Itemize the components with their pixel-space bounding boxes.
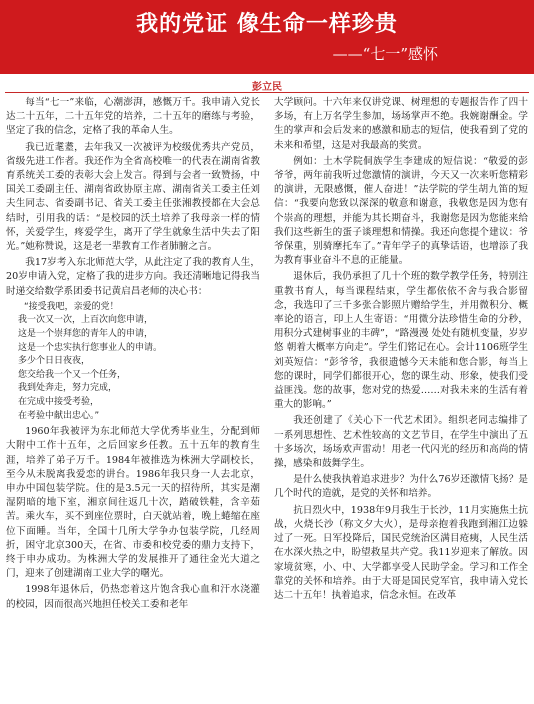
poem-line: 我一次又一次，上百次向您申请， [18,315,154,326]
paragraph: 是什么使我执着追求进步？为什么76岁还激情飞扬？是几个时代的造就，是党的关怀和培养。 [274,474,528,500]
poem-line: 这是一个忠实执行您事业人的申请。 [18,342,163,353]
poem-line: 多少个日日夜夜， [18,356,91,367]
author-byline: 彭立民 [252,82,282,93]
paragraph: 1960年我被评为东北师范大学优秀毕业生，分配到师大附中工作十五年，之后回家乡任教。五十五年的教育生涯，培养了弟子万千。1984年被推选为株洲大学副校长，至今从未脱离我爱恋的讲台。1986年我只身一人去北京，申办中国包装学院。住的是3.5元一天的招待所，其实是潮湿阴暗的地下室，湘京间往返几十次，踏破铁鞋，含辛茹苦。乘火车，买不到座位票时，白天就站着，晚上蜷缩在座位下面睡。当年，全国十几所大学争办包装学院，几经周折，困守北京300天，在省、市委和校党委的鼎力支持下，终于申办成功。为株洲大学的发展推开了通往金光大道之门，迎来了创建湖南工业大学的曙光。 [6,426,260,580]
paragraph: 我已近耄耋，去年我又一次被评为校级优秀共产党员，省级先进工作者。我还作为全省高校唯一的代表在湖南省教育系统关工委的表彰大会上发言。得到与会者一致赞扬，中国关工委副主任、湖南省政协原主席、湖南省关工委主任刘夫生同志、省委副书记、省关工委主任张湘教授都在大会总结时，引用我的话：“是校园的沃土培养了我母亲一样的情怀，关爱学生，疼爱学生，离开了学生就象生活中失去了阳光。”她称赞说，这是老一辈教育工作者肺腑之言。 [6,141,260,253]
poem-line: 这是一个崇拜您的青年人的申请， [18,329,154,340]
paragraph: 我还创建了《关心下一代艺术团》。组织老同志编排了一系列思想性、艺术性较高的文艺节目，在学生中演出了五十多场次，场场欢声雷动！用老一代闪光的经历和高尚的情操，感染和鼓舞学生。 [274,415,528,470]
poem-line: 在考验中献出忠心。” [18,410,100,421]
header-divider [5,92,529,93]
title-banner [0,0,534,74]
poem-line: 我到处奔走，努力完成， [18,383,118,394]
poem-line: “接受我吧，亲爱的党！ [24,301,119,312]
pledge-poem [6,301,260,423]
article-column-right [274,96,528,700]
paragraph: 我17岁考入东北师范大学，从此注定了我的教育人生，20岁申请入党，定格了我的进步方向。我还清晰地记得我当时递交给数学系团委书记黄启昌老师的决心书： [6,257,260,297]
paragraph: 退休后，我仍承担了几十个班的数学教学任务，特别注重教书育人，每当课程结束，学生都依依不舍与我合影留念，我选印了三千多张合影照片赠给学生，并用微积分、概率论的语言，印上人生寄语：“用微分法珍惜生命的分秒，用积分式建树事业的丰碑”，“路漫漫 处处有随机变量，岁岁悠 朝着大概率方向走”。学生们铭记在心。会计1106班学生刘英短信：“彭爷爷，我很遗憾今天未能和您合影，每当上您的课时，同学们都很开心，您的课生动、形象，使我们受益匪浅。您的故事，您对党的热爱……对我未来的生活有着重大的影响。” [274,271,528,411]
paragraph: 抗日烈火中，1938年9月我生于长沙，11月实施焦土抗战，火烧长沙（称文夕大火），是母亲抱着我跑到湘江边躲过了一死。日军投降后，国民党统治区满目疮痍，人民生活在水深火热之中，盼望救星共产党。我11岁迎来了解放。因家境贫寒，小、中、大学都享受人民助学金。学习和工作全靠党的关怀和培养。由于大哥是国民党军官，我申请入党长达二十五年！执着追求，信念永恒。在改革 [274,504,528,601]
article-column-left [6,96,260,700]
page-title: 我的党证 像生命一样珍贵 [136,11,398,37]
page-subtitle: ——“七一”感怀 [332,45,438,63]
paragraph: 1998年退休后，仍热恋着这片饱含我心血和汗水浇灌的校园，因而很高兴地担任校关工委和老年 [6,584,260,610]
poem-line: 您交给我一个又一个任务， [18,369,127,380]
paragraph: 例如：土木学院侗族学生李建成的短信说：“敬爱的彭爷爷，两年前我听过您激情的演讲，今天又一次来听您精彩的演讲，无限感慨，催人奋进！”法学院的学生胡九笛的短信：“我要向您致以深深的敬意和谢意，我敬您是因为您有个崇高的理想，并能为其长期奋斗，我谢您是因为您能来给我们这些新生的蛋子谈理想和情操。我还向您提个建议：爷爷保重，别骑摩托车了。”青年学子的真挚话语，也增添了我为教育事业奋斗不息的正能量。 [274,155,528,267]
paragraph: 每当“七一”来临，心潮澎湃，感慨万千。我申请入党长达二十五年，二十五年党的培养，二十五年的磨练与考验，坚定了我的信念，定格了我的革命人生。 [6,97,260,137]
poem-line: 在完成中接受考验， [18,397,100,407]
paragraph: 大学顾问。十六年来仅讲党课、树理想的专题报告作了四十多场，有上万名学生参加，场场掌声不绝。我婉谢酬金。学生的掌声和会后发来的感激和励志的短信，使我看到了党的未来和希望，这是对我最高的奖赏。 [274,97,528,151]
